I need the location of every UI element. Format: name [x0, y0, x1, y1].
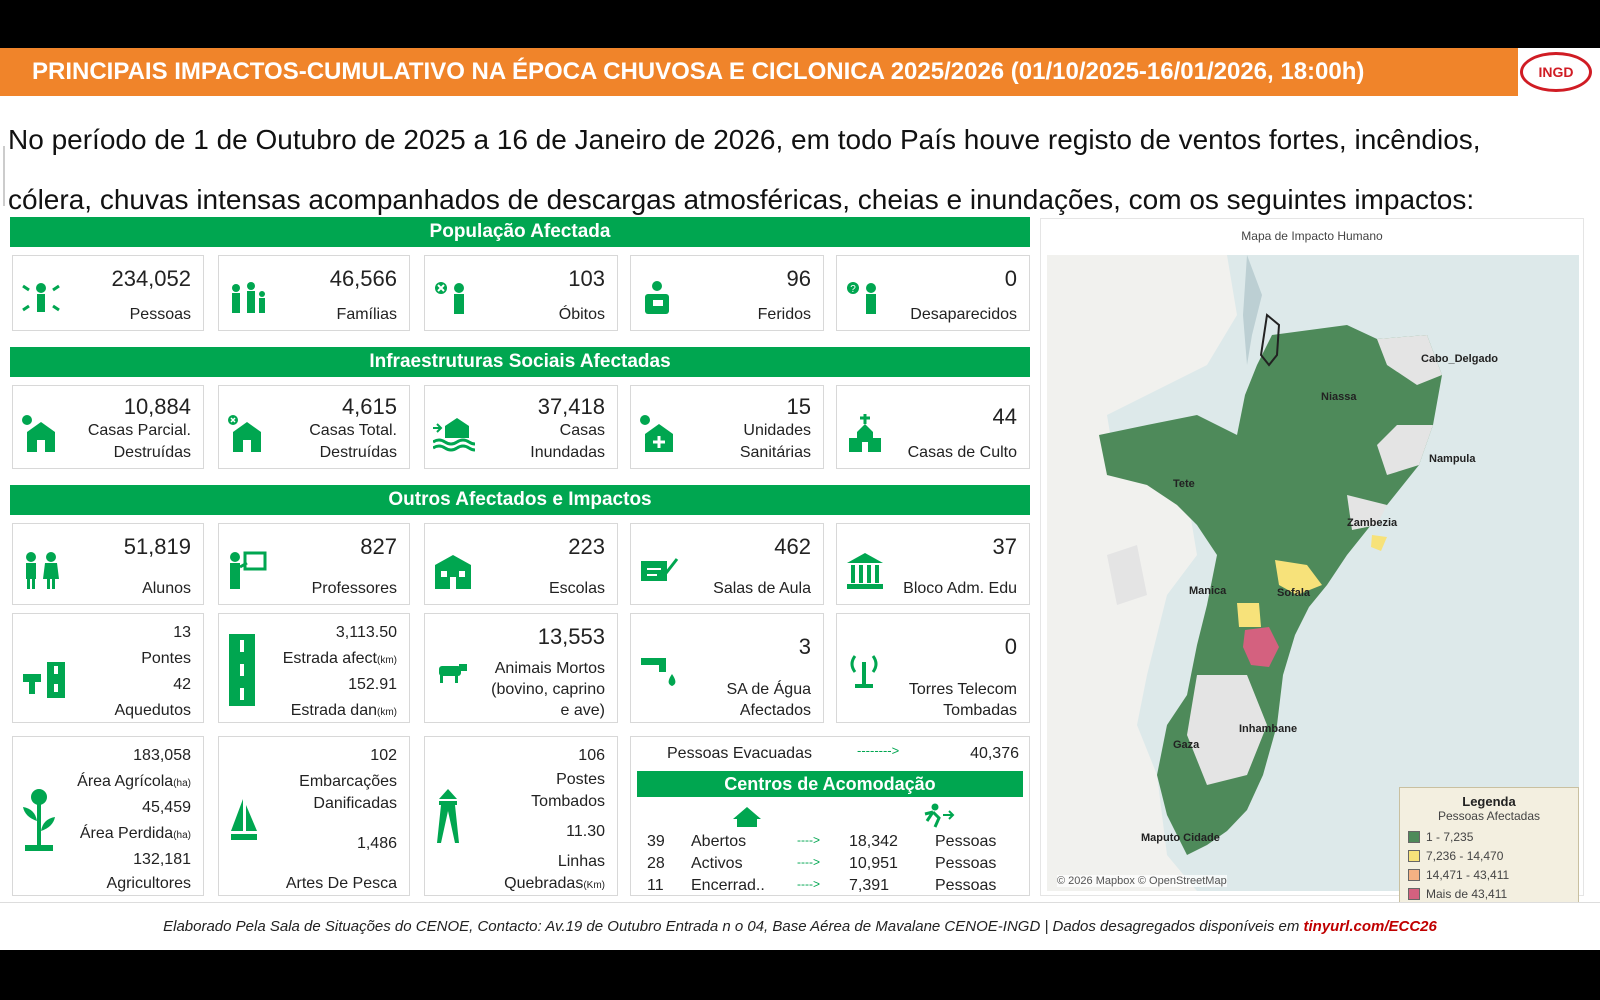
- impact-map[interactable]: [1040, 218, 1584, 901]
- infra-label-1: Casas Total.: [309, 422, 397, 439]
- estrada-dan-label: Estrada dan(km): [290, 702, 397, 719]
- other-value: 51,819: [123, 534, 191, 559]
- map-label: Maputo Cidade: [1141, 832, 1220, 844]
- telecom-label-1: Torres Telecom: [908, 681, 1017, 698]
- injured-icon: [639, 280, 681, 320]
- card-embarcacoes: [218, 736, 410, 896]
- card-pop-3: [630, 255, 824, 331]
- pop-label: Feridos: [757, 306, 811, 323]
- postes-value: 106: [578, 747, 605, 764]
- telecom-label-2: Tombadas: [943, 702, 1017, 719]
- postes-label-1: Postes: [556, 771, 605, 788]
- legend-item: [1408, 884, 1570, 903]
- pop-value: 0: [1004, 266, 1017, 291]
- card-infra-4: [836, 385, 1030, 469]
- centro-row-n: 39: [647, 833, 665, 850]
- intro-line-1: No período de 1 de Outubro de 2025 a 16 de Janeiro de 2026, em todo País houve registo de ventos fortes, incêndios,: [8, 124, 1481, 155]
- infra-value: 10,884: [123, 394, 191, 419]
- classroom-icon: [639, 551, 681, 591]
- health-unit-icon: [639, 414, 681, 454]
- card-agricola: [12, 736, 204, 896]
- centros-title: Centros de Acomodação: [637, 771, 1023, 797]
- footer: [0, 902, 1600, 950]
- centro-row-u: Pessoas: [935, 877, 997, 894]
- map-label: Tete: [1173, 478, 1195, 490]
- evacuados-arrow: -------->: [857, 743, 900, 758]
- infra-label-1: Casas: [559, 422, 605, 439]
- centro-row-s: Abertos: [691, 833, 747, 850]
- legend-label: Mais de 43,411: [1426, 886, 1508, 901]
- other-label: Alunos: [142, 580, 191, 597]
- centro-row-a: ---->: [797, 877, 820, 891]
- infra-label-1: Unidades: [743, 422, 811, 439]
- infra-label-1: Casas Parcial.: [87, 422, 191, 439]
- infra-label-2: Sanitárias: [739, 444, 811, 461]
- other-label: Escolas: [548, 580, 605, 597]
- card-other-1: [218, 523, 410, 605]
- map-label: Gaza: [1173, 739, 1200, 751]
- centro-row-p: 10,951: [849, 855, 898, 872]
- legend-swatch: [1408, 888, 1420, 900]
- agua-value: 3: [798, 634, 811, 659]
- card-other-0: [12, 523, 204, 605]
- map-label: Zambezia: [1347, 517, 1398, 529]
- embarcacoes-label-2: Danificadas: [313, 795, 397, 812]
- centro-row-a: ---->: [797, 833, 820, 847]
- animais-label-3: e ave): [560, 702, 605, 719]
- pop-value: 234,052: [111, 266, 191, 291]
- card-postes: [424, 736, 618, 896]
- infra-value: 37,418: [537, 394, 605, 419]
- ingd-logo: INGD: [1520, 52, 1592, 92]
- pop-value: 46,566: [329, 266, 397, 291]
- legend-label: 7,236 - 14,470: [1426, 848, 1504, 863]
- legend-item: [1408, 865, 1570, 884]
- artes-pesca-value: 1,486: [356, 835, 397, 852]
- card-agua: [630, 613, 824, 723]
- card-infra-2: [424, 385, 618, 469]
- map-canvas[interactable]: [1047, 255, 1579, 901]
- map-credit[interactable]: © 2026 Mapbox © OpenStreetMap: [1057, 875, 1227, 887]
- artes-pesca-label: Artes De Pesca: [285, 875, 397, 892]
- area-perdida-label: Área Perdida(ha): [79, 825, 191, 842]
- map-title: Mapa de Impacto Humano: [1241, 229, 1383, 243]
- embarcacoes-value: 102: [370, 747, 397, 764]
- page-title: PRINCIPAIS IMPACTOS-CUMULATIVO NA ÉPOCA CHUVOSA E CICLONICA 2025/2026 (01/10/2025-16/01/2026, 18:00h): [0, 48, 1518, 96]
- death-icon: [433, 280, 475, 320]
- shelter-icon: [731, 805, 763, 829]
- school-icon: [433, 551, 475, 591]
- card-pop-1: [218, 255, 410, 331]
- area-perdida-value: 45,459: [142, 799, 191, 816]
- centro-row-n: 11: [647, 877, 664, 894]
- running-person-icon: [921, 803, 955, 829]
- card-estradas: [218, 613, 410, 723]
- centro-row-p: 18,342: [849, 833, 898, 850]
- card-pop-2: [424, 255, 618, 331]
- other-value: 827: [360, 534, 397, 559]
- area-agricola-label: Área Agrícola(ha): [77, 773, 191, 790]
- other-value: 462: [774, 534, 811, 559]
- footer-link[interactable]: tinyurl.com/ECC26: [1303, 918, 1437, 935]
- infra-value: 4,615: [341, 394, 397, 419]
- house-destroyed-icon: [227, 414, 269, 454]
- divider: [3, 146, 5, 206]
- card-other-2: [424, 523, 618, 605]
- legend-subtitle: Pessoas Afectadas: [1437, 809, 1541, 823]
- admin-building-icon: [845, 551, 887, 591]
- infra-label-2: Destruídas: [319, 444, 397, 461]
- map-label: Nampula: [1429, 453, 1476, 465]
- card-evacuados: [630, 736, 1030, 896]
- other-label: Bloco Adm. Edu: [903, 580, 1017, 597]
- plant-icon: [21, 787, 57, 853]
- card-infra-0: [12, 385, 204, 469]
- aquedutos-value: 42: [173, 676, 191, 693]
- linhas-label-1: Linhas: [557, 853, 605, 870]
- evacuados-value: 40,376: [970, 745, 1019, 762]
- students-icon: [21, 551, 63, 591]
- map-label: Manica: [1189, 585, 1227, 597]
- centro-row-u: Pessoas: [935, 833, 997, 850]
- card-pontes: [12, 613, 204, 723]
- other-label: Professores: [311, 580, 397, 597]
- evacuados-label: Pessoas Evacuadas: [667, 745, 812, 762]
- legend-swatch: [1408, 850, 1420, 862]
- infra-label-2: Inundadas: [530, 444, 605, 461]
- pop-label: Desaparecidos: [910, 306, 1017, 323]
- family-icon: [227, 280, 269, 320]
- dashboard-slide: [0, 48, 1600, 950]
- pop-label: Pessoas: [129, 306, 191, 323]
- intro-text: [8, 110, 1598, 230]
- card-animais: [424, 613, 618, 723]
- pop-label: Famílias: [336, 306, 397, 323]
- other-value: 37: [992, 534, 1017, 559]
- card-other-3: [630, 523, 824, 605]
- legend-label: 14,471 - 43,411: [1426, 867, 1510, 882]
- centro-row-p: 7,391: [849, 877, 890, 894]
- centro-row-n: 28: [647, 855, 665, 872]
- church-icon: [845, 414, 887, 454]
- sailboat-icon: [229, 797, 259, 843]
- card-infra-3: [630, 385, 824, 469]
- other-label: Salas de Aula: [713, 580, 811, 597]
- legend-swatch: [1408, 831, 1420, 843]
- legend-label: 1 - 7,235: [1426, 829, 1474, 844]
- animais-label-2: (bovino, caprino: [491, 681, 605, 698]
- agricultores-value: 132,181: [133, 851, 191, 868]
- estrada-afect-value: 3,113.50: [335, 624, 397, 641]
- agua-label-1: SA de Água: [726, 681, 811, 698]
- pontes-label: Pontes: [141, 650, 191, 667]
- cow-icon: [435, 662, 469, 684]
- estrada-afect-label: Estrada afect(km): [282, 650, 397, 667]
- people-burst-icon: [21, 280, 63, 320]
- pop-label: Óbitos: [558, 306, 605, 323]
- estrada-dan-value: 152.91: [348, 676, 397, 693]
- water-tap-icon: [641, 654, 681, 688]
- infra-label-2: Casas de Culto: [907, 444, 1017, 461]
- centro-row-s: Encerrad..: [691, 877, 765, 894]
- card-infra-1: [218, 385, 410, 469]
- telecom-value: 0: [1004, 634, 1017, 659]
- area-agricola-value: 183,058: [133, 747, 191, 764]
- linhas-value: 11.30: [566, 823, 605, 840]
- card-pop-4: [836, 255, 1030, 331]
- animais-label-1: Animais Mortos: [494, 660, 605, 677]
- postes-label-2: Tombados: [531, 793, 605, 810]
- other-value: 223: [568, 534, 605, 559]
- pop-value: 96: [786, 266, 811, 291]
- intro-line-2: cólera, chuvas intensas acompanhados de descargas atmosféricas, cheias e inundações, com os seguintes impactos:: [8, 184, 1475, 215]
- centro-row-s: Activos: [691, 855, 743, 872]
- section-infra-title: Infraestruturas Sociais Afectadas: [10, 347, 1030, 377]
- legend-item: [1408, 827, 1570, 846]
- aquedutos-label: Aquedutos: [114, 702, 191, 719]
- legend-title: Legenda: [1462, 794, 1516, 809]
- centro-row-a: ---->: [797, 855, 820, 869]
- card-pop-0: [12, 255, 204, 331]
- footer-text: Elaborado Pela Sala de Situações do CENOE, Contacto: Av.19 de Outubro Entrada n o 04, Base Aérea de Mavalane CENOE-INGD | Dados desagregados disponíveis em: [163, 918, 1304, 935]
- legend-swatch: [1408, 869, 1420, 881]
- card-telecom: [836, 613, 1030, 723]
- legend-item: [1408, 846, 1570, 865]
- map-label: Niassa: [1321, 391, 1357, 403]
- agua-label-2: Afectados: [739, 702, 811, 719]
- teacher-icon: [227, 551, 269, 591]
- house-flooded-icon: [433, 414, 475, 454]
- svg-text:?: ?: [850, 284, 856, 295]
- animais-value: 13,553: [537, 624, 605, 649]
- embarcacoes-label-1: Embarcações: [299, 773, 397, 790]
- centro-row-u: Pessoas: [935, 855, 997, 872]
- map-label: Sofala: [1277, 587, 1311, 599]
- pop-value: 103: [568, 266, 605, 291]
- card-other-4: [836, 523, 1030, 605]
- power-pole-icon: [435, 789, 461, 845]
- infra-value: 44: [992, 404, 1017, 429]
- pontes-value: 13: [173, 624, 191, 641]
- section-outros-title: Outros Afectados e Impactos: [10, 485, 1030, 515]
- infra-label-2: Destruídas: [113, 444, 191, 461]
- map-label: Inhambane: [1239, 723, 1298, 735]
- section-populacao-title: População Afectada: [10, 217, 1030, 247]
- map-label: Cabo_Delgado: [1421, 353, 1499, 365]
- linhas-label-2: Quebradas(Km): [504, 875, 605, 892]
- bridge-icon: [23, 660, 69, 700]
- house-partial-icon: [21, 414, 63, 454]
- telecom-tower-icon: [847, 654, 881, 690]
- agricultores-label: Agricultores: [106, 875, 191, 892]
- road-icon: [227, 634, 257, 706]
- infra-value: 15: [786, 394, 811, 419]
- missing-person-icon: [845, 280, 887, 320]
